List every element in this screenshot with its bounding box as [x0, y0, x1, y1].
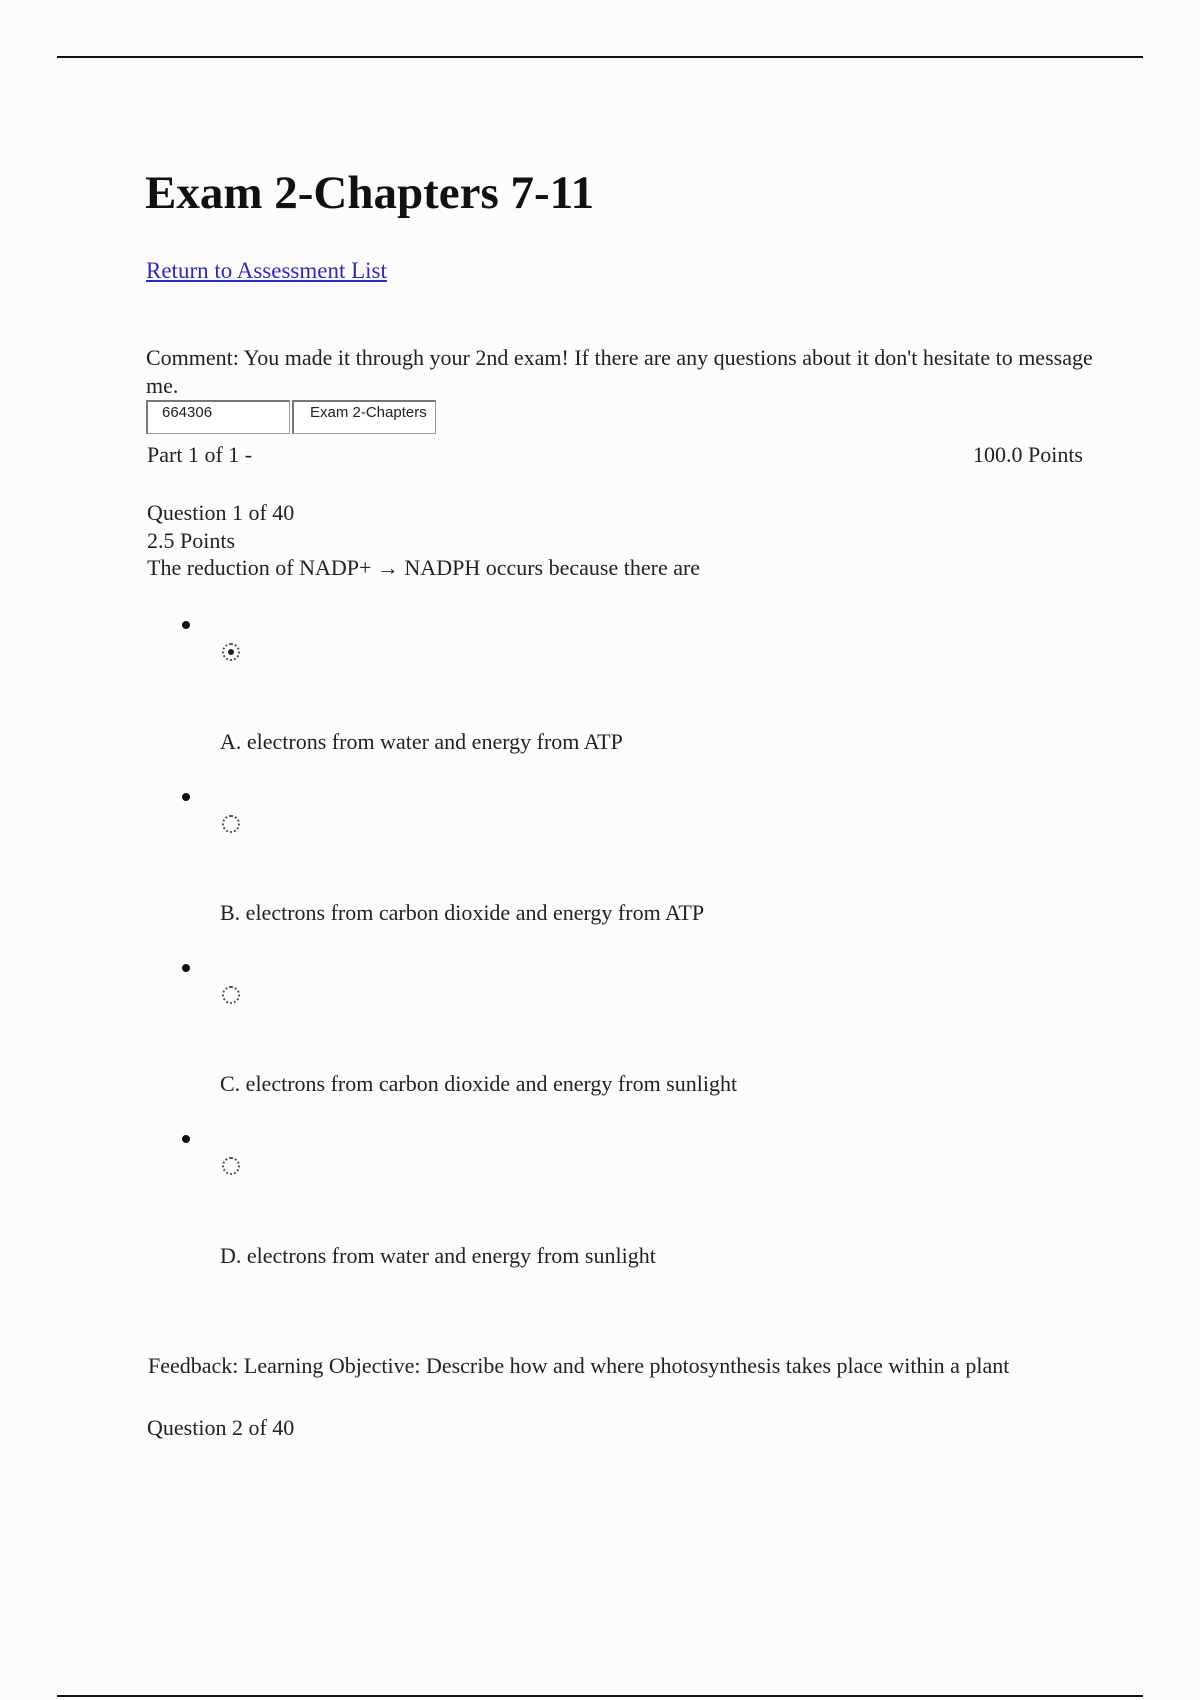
option-a-label: A. electrons from water and energy from ATP: [220, 729, 623, 754]
option-b-label: B. electrons from carbon dioxide and energy from ATP: [220, 900, 705, 925]
instructor-comment: Comment: You made it through your 2nd exam! If there are any questions about it don't hesitate to message me.: [146, 345, 1093, 398]
question-feedback: Feedback: Learning Objective: Describe how and where photosynthesis takes place within a plant: [148, 1353, 1010, 1378]
part-label: Part 1 of 1 -: [147, 442, 253, 467]
option-c-radio[interactable]: [222, 986, 240, 1004]
list-bullet: [182, 793, 190, 801]
option-a-radio[interactable]: [222, 643, 240, 661]
list-bullet: [182, 964, 190, 972]
next-question-number: Question 2 of 40: [147, 1415, 295, 1440]
question-points: 2.5 Points: [147, 528, 236, 553]
bottom-divider: [57, 1695, 1143, 1697]
assessment-id-field[interactable]: 664306: [146, 400, 290, 434]
option-d-radio[interactable]: [222, 1157, 240, 1175]
option-b-radio[interactable]: [222, 815, 240, 833]
option-c-label: C. electrons from carbon dioxide and energy from sunlight: [220, 1071, 738, 1096]
question-text: The reduction of NADP+ → NADPH occurs because there are: [147, 555, 701, 580]
list-bullet: [182, 1135, 190, 1143]
return-to-assessment-list-link[interactable]: Return to Assessment List: [146, 258, 387, 283]
list-bullet: [182, 621, 190, 629]
assessment-name-field[interactable]: Exam 2-Chapters: [292, 400, 436, 434]
part-points: 100.0 Points: [972, 442, 1083, 467]
option-d-label: D. electrons from water and energy from sunlight: [220, 1243, 656, 1268]
page-title: Exam 2-Chapters 7-11: [145, 167, 595, 219]
question-number: Question 1 of 40: [147, 500, 295, 525]
top-divider: [57, 56, 1143, 58]
